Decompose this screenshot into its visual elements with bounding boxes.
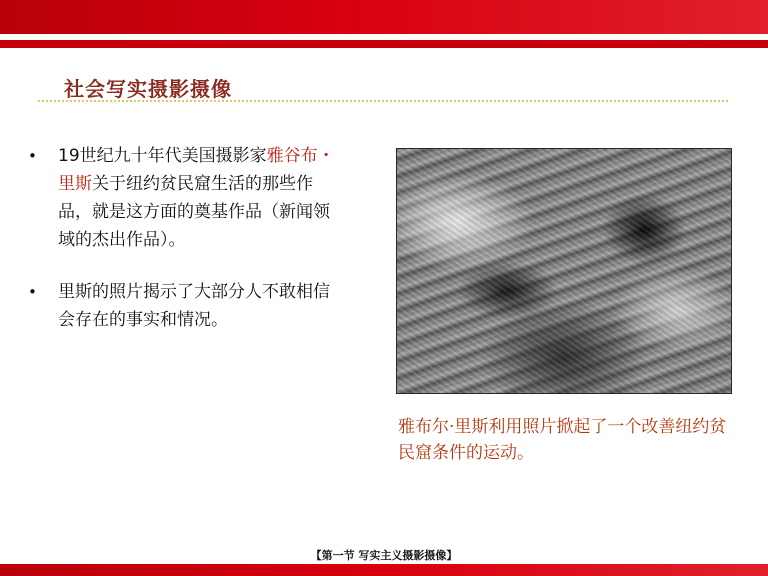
photo-caption: 雅布尔·里斯利用照片掀起了一个改善纽约贫民窟条件的运动。 <box>398 417 727 463</box>
historical-photo <box>396 148 732 394</box>
bullet-dot-icon: • <box>28 283 37 301</box>
bullet-list <box>26 142 346 334</box>
bullet-dot-icon: • <box>28 147 37 165</box>
footer-section-label: 【第一节 写实主义摄影摄像】 <box>310 549 458 562</box>
bullet-1-text-start: 19世纪九十年代美国摄影家 <box>58 146 267 166</box>
bullet-item-1 <box>26 142 346 254</box>
slide-title: 社会写实摄影摄像 <box>64 77 232 101</box>
photographer-name-highlight: 雅谷布・里斯 <box>58 146 335 194</box>
title-divider <box>38 100 728 102</box>
bullet-item-2 <box>26 278 346 334</box>
top-red-band <box>0 0 768 34</box>
top-red-stripe <box>0 40 768 48</box>
bottom-red-band <box>0 564 768 576</box>
bullet-1-text-end: 关于纽约贫民窟生活的那些作品，就是这方面的奠基作品（新闻领域的杰出作品）。 <box>58 174 330 250</box>
bullet-2-text: 里斯的照片揭示了大部分人不敢相信会存在的事实和情况。 <box>58 282 330 330</box>
photo-grain-overlay <box>397 149 731 393</box>
